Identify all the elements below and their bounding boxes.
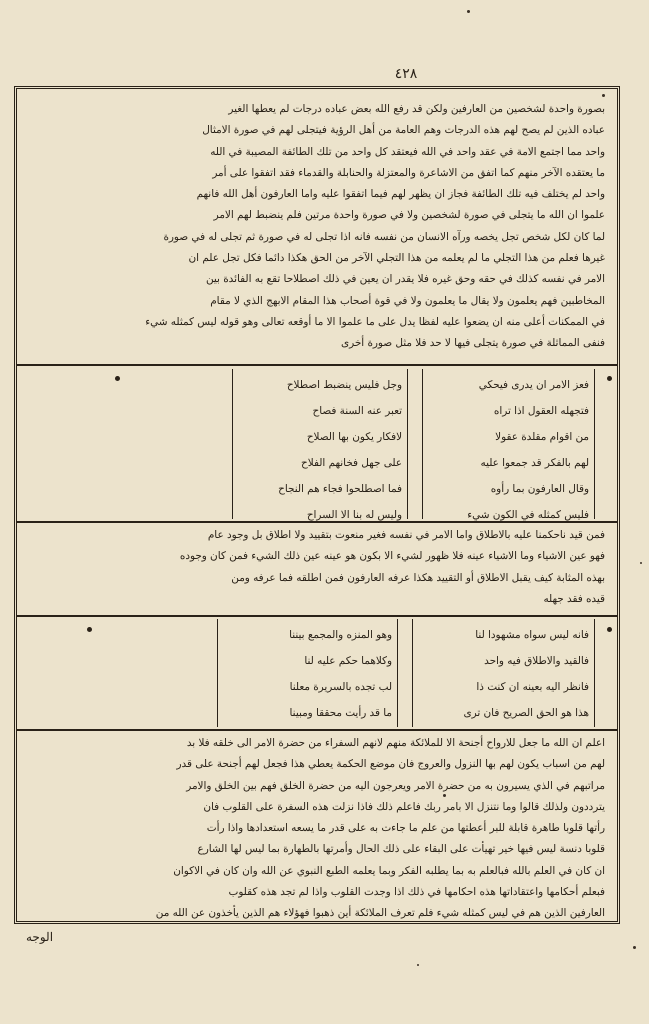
text-line: فهو عين الاشياء وما الاشياء عينه فلا ظهور لشيء الا بكون هو عينه عين ذلك الشيء فمن كان وجوده: [179, 550, 605, 563]
text-line: لما كان لكل شخص تجل يخصه ورآه الانسان من نفسه فانه اذا تجلى له في صورة ثم تجلى له في صورة: [163, 230, 605, 243]
verse-column-rule: [594, 619, 595, 727]
text-line: واحد لم يختلف فيه تلك الطائفة فجاز ان يظهر لهم فيما اتفقوا عليه واما العارفون أهل الله فانهم: [196, 188, 605, 201]
poem-1-right-hemistichs: [427, 372, 589, 528]
text-line: عباده الذين لم يصح لهم هذه الدرجات وهم العامة من أهل الرؤية فيتجلى لهم في صورة الامثال: [202, 124, 605, 137]
poem-2-right-hemistichs: [417, 622, 589, 726]
verse-line: وكلاهما حكم عليه لنا: [304, 655, 392, 667]
text-line: العارفين الذين هم في ليس كمثله شيء فلم تعرف الملائكة أين ذهبوا فهؤلاء هم الذين يأخذون عن الله من: [155, 907, 605, 920]
text-line: فمن قيد ناحكمنا عليه بالاطلاق واما الامر في نفسه فغير منعوت بتقييد ولا اطلاق بل وجود عام: [207, 529, 605, 541]
verse-marker: [87, 627, 92, 632]
text-line: فنفى المماثلة في صورة يتجلى فيها لا حد فلا مثل صورة أخرى: [340, 337, 605, 350]
verse-line: فليس كمثله في الكون شيء: [467, 509, 589, 521]
paper-speck: [602, 94, 605, 97]
paragraph-1: [17, 99, 617, 359]
verse-line: فتجهله العقول اذا تراه: [493, 405, 589, 417]
verse-line: لب تجده بالسريرة معلنا: [289, 681, 392, 693]
text-line: بهذه المثابة كيف يقبل الاطلاق أو التقييد هكذا عرفه العارفون فمن اطلقه فما عرفه ومن: [231, 571, 605, 584]
text-line: ان كان في العلم بالله فبالعلم به بما يطلبه الفكر وبما يعلمه الطبع النبوي عن الله وان كان في الاكوان: [173, 864, 605, 877]
verse-column-rule: [232, 369, 233, 519]
text-line: مراتبهم في الذي يسيرون به من حضرة الامر ويعرجون اليه من حضرة الخلق فهم بين الخلق والامر: [186, 779, 605, 792]
text-line: فبعلم أحكامها واعتقاداتها هذه احكامها في ذلك اذا وجدت القلوب واذا لم تجد هذه كقلوب: [228, 886, 605, 899]
verse-line: وجل فليس ينضبط اصطلاح: [286, 379, 402, 391]
verse-column-rule: [594, 369, 595, 519]
catchword: الوجه: [26, 930, 54, 944]
verse-line: هذا هو الحق الصريح فان ترى: [463, 707, 589, 719]
section-divider: [17, 615, 617, 617]
paper-speck: [443, 794, 446, 797]
text-line: علموا ان الله ما يتجلى في صورة لشخصين ولا في صورة واحدة مرتين فلم ينضبط لهم الامر: [213, 209, 605, 222]
text-line: بصورة واحدة لشخصين من العارفين ولكن قد رفع الله بعض عباده درجات لم يعطها الغير: [228, 103, 605, 115]
verse-line: لهم بالفكر قد جمعوا عليه: [480, 457, 589, 469]
verse-line: فما اصطلحوا فجاء هم النجاح: [278, 483, 402, 495]
verse-line: من اقوام مقلدة عقولا: [495, 431, 589, 443]
text-frame: [14, 86, 620, 924]
section-divider: [17, 521, 617, 523]
section-divider: [17, 364, 617, 366]
verse-line: تعبر عنه السنة فصاح: [312, 405, 402, 417]
text-line: واحد مما اجتمع الامة في عقد واحد في الله فيعتقد كل واحد من تلك الطائفة المصيبة في الله: [210, 145, 605, 158]
verse-column-rule: [217, 619, 218, 727]
poem-2-left-hemistichs: [222, 622, 392, 726]
verse-line: على جهل فخانهم الفلاح: [301, 457, 402, 469]
section-divider: [17, 729, 617, 731]
verse-column-rule: [422, 369, 423, 519]
poem-1-left-hemistichs: [237, 372, 402, 528]
text-line: قيده فقد جهله: [543, 592, 605, 605]
page-number: ٤٢٨: [394, 66, 418, 82]
paragraph-3: [17, 733, 617, 923]
verse-line: ما قد رأيت محققا ومبينا: [289, 707, 392, 719]
verse-line: وهو المنزه والمجمع بيننا: [289, 629, 392, 641]
text-line: الامر في نفسه كذلك في حقه وحق غيره فلا يقدر ان يعين في ذلك اصطلاحا تقع به الفائدة بين: [205, 273, 605, 286]
verse-line: لافكار يكون بها الصلاح: [306, 431, 402, 443]
paper-speck: [467, 10, 470, 13]
verse-column-rule: [412, 619, 413, 727]
text-line: في الممكنات أعلى منه ان يضعوا عليه لفظا يدل على ما علموا الا ما أوقعه تعالى وهو قوله ليس كمثله شيء: [145, 315, 605, 328]
verse-line: فعز الامر ان يدرى فيحكي: [478, 379, 589, 391]
text-line: ما يعتقده الآخر منهم كما اتفق من الاشاعرة والمعتزلة والحنابلة والقدماء فقد اتفقوا على أمر: [212, 166, 605, 179]
verse-line: فانظر اليه بعينه ان كنت ذا: [476, 681, 589, 693]
verse-marker: [607, 627, 612, 632]
verse-line: فانه ليس سواه مشهودا لنا: [475, 629, 589, 641]
verse-marker: [607, 376, 612, 381]
text-line: غيرها فعلم من هذا التجلي ما لم يعلمه من هذا التجلي الآخر من الحق هكذا دائما فكل تجل علم ان: [188, 252, 605, 265]
text-line: لهم من اسباب يكون لهم بها النزول والعروج فان موضع الحكمة يعطي هذا فجعل لهم أجنحة على قدر: [176, 758, 605, 771]
verse-column-rule: [397, 619, 398, 727]
verse-marker: [115, 376, 120, 381]
paper-speck: [633, 946, 636, 949]
verse-line: وليس له بنا الا السراح: [306, 509, 402, 521]
verse-line: فالقيد والاطلاق فيه واحد: [484, 655, 589, 667]
paper-speck: [640, 562, 642, 564]
paragraph-2: [17, 525, 617, 613]
text-line: اعلم ان الله ما جعل للارواح أجنحة الا للملائكة منهم لانهم السفراء من حضرة الامر الى خلقه فلا بد: [186, 737, 605, 749]
text-line: رأتها قلوبا طاهرة قابلة للبر أعطتها من علم ما جاءت به على قدر ما يسعه استعدادها واذا رأت: [206, 822, 605, 835]
text-line: قلوبا دنسة ليس فيها خير تهيأت على البقاء على ذلك الحال وأمرتها بالطهارة بما ليس لها الشارع: [197, 843, 605, 856]
paper-speck: [417, 964, 419, 966]
verse-column-rule: [407, 369, 408, 519]
verse-line: وقال العارفون بما رأوه: [490, 483, 589, 495]
text-line: يترددون ولذلك قالوا وما نتنزل الا بامر ربك فاعلم ذلك فاذا نزلت هذه السفرة على القلوب فان: [203, 800, 605, 813]
text-line: المخاطبين فهم يعلمون ولا يقال ما يعلمون ولا في قوة أصحاب هذا المقام الابهج الذي لا مقام: [210, 294, 605, 307]
